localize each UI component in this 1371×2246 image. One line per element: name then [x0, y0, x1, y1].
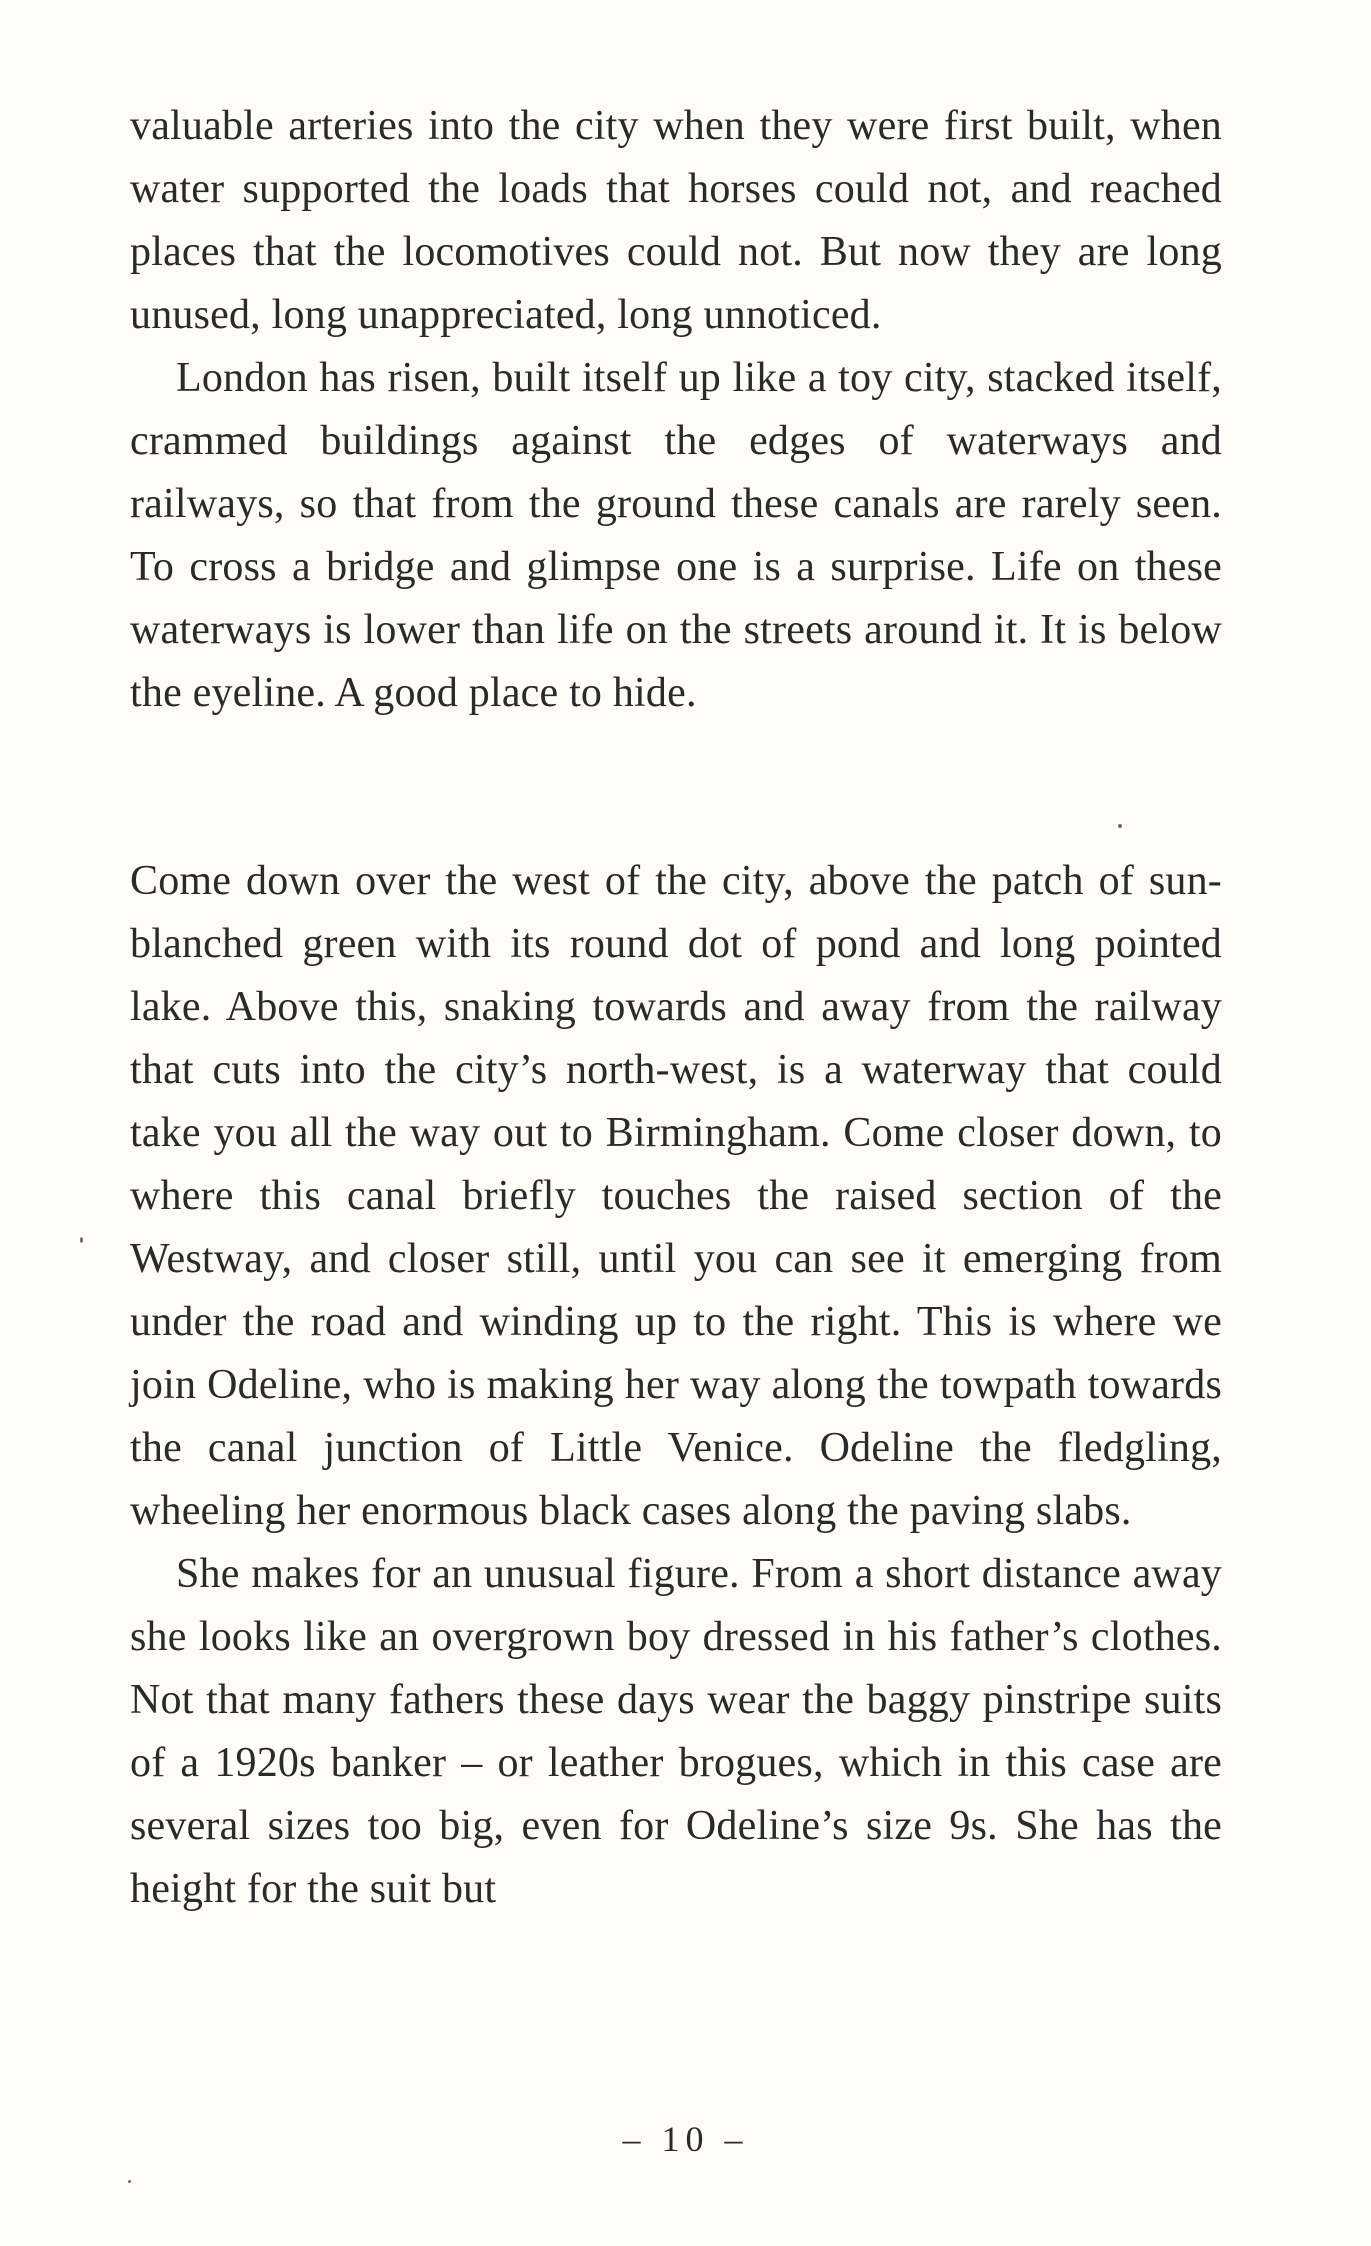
paragraph-continued: valuable arteries into the city when they were first built, when water supported the loads that horses could not, and reached places that the locomotives could not. But now they are long unused, long unappreciated, long unnoticed.	[130, 103, 1222, 338]
paper-speck	[1118, 824, 1122, 828]
paragraph-unusual-figure: She makes for an unusual figure. From a short distance away she looks like an overgrown boy dressed in his father’s clothes. Not that many fathers these days wear the baggy pinstripe suits of a 1920s banker – or leather brogues, which in this case are several sizes too big, even for Odeline’s size 9s. She has the height for the suit but	[130, 1551, 1222, 1912]
book-page	[130, 95, 1222, 1921]
paper-speck	[128, 2180, 131, 2183]
section-break	[130, 725, 1222, 850]
paper-speck	[80, 1237, 83, 1243]
paragraph-london: London has risen, built itself up like a toy city, stacked itself, crammed buildings against the edges of waterways and railways, so that from the ground these canals are rarely seen. To cross a bridge and glimpse one is a surprise. Life on these waterways is lower than life on the streets around it. It is below the eyeline. A good place to hide.	[130, 355, 1222, 716]
paragraph-come-down: Come down over the west of the city, above the patch of sun-blanched green with its round dot of pond and long pointed lake. Above this, snaking towards and away from the railway that cuts into the city’s north-west, is a waterway that could take you all the way out to Birmingham. Come closer down, to where this canal briefly touches the raised section of the Westway, and closer still, until you can see it emerging from under the road and winding up to the right. This is where we join Odeline, who is making her way along the towpath towards the canal junction of Little Venice. Odeline the fledgling, wheeling her enormous black cases along the paving slabs.	[130, 858, 1222, 1534]
page-number: – 10 –	[622, 2119, 749, 2159]
